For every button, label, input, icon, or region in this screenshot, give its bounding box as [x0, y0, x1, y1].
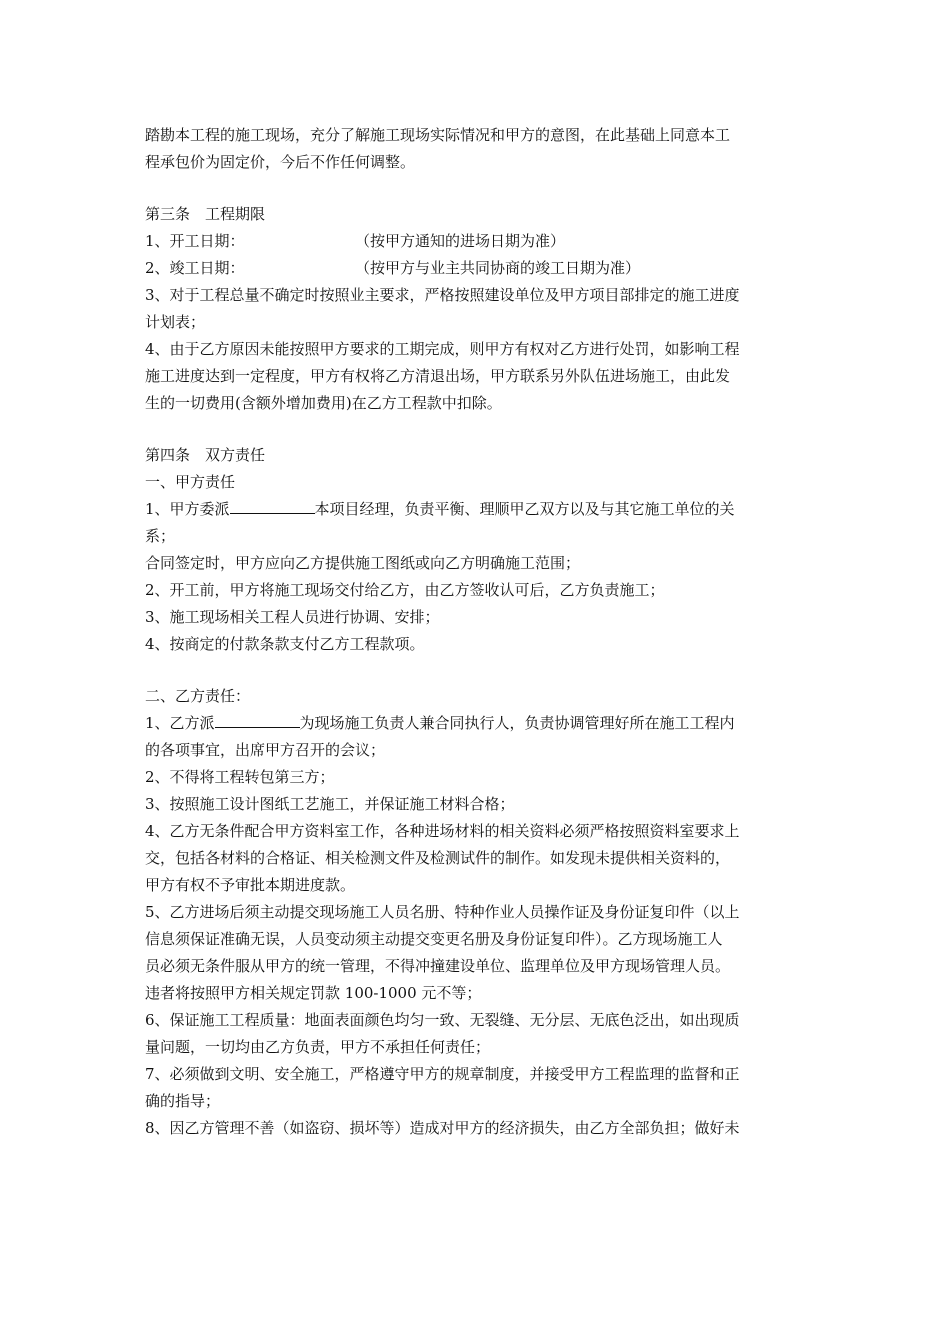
start-date-line [145, 228, 810, 255]
end-date-line [145, 255, 810, 282]
party-b-item1-line-1 [145, 710, 810, 737]
party-b-item2: 2、不得将工程转包第三方； [145, 768, 335, 786]
party-a-item4: 4、按商定的付款条款支付乙方工程款项。 [145, 635, 425, 653]
party-a-heading: 一、甲方责任 [145, 473, 236, 491]
party-b-item5-line-1: 5、乙方进场后须主动提交现场施工人员名册、特种作业人员操作证及身份证复印件（以上 [145, 903, 740, 921]
section3-heading: 第三条 工程期限 [145, 205, 266, 223]
party-b-item5-line-3: 员必须无条件服从甲方的统一管理，不得冲撞建设单位、监理单位及甲方现场管理人员。 [145, 957, 731, 975]
party-b-item3: 3、按照施工设计图纸工艺施工，并保证施工材料合格； [145, 795, 515, 813]
party-a-item1-line-2: 系； [145, 527, 176, 545]
start-date-value: （按甲方通知的进场日期为准） [355, 232, 566, 250]
manager-name-blank[interactable] [230, 497, 315, 514]
party-b-item4-line-2: 交，包括各材料的合格证、相关检测文件及检测试件的制作。如发现未提供相关资料的， [145, 849, 731, 867]
sec3-item3-line-2: 计划表； [145, 313, 206, 331]
party-b-item1-post: 为现场施工负责人兼合同执行人，负责协调管理好所在施工工程内 [299, 714, 735, 732]
party-b-item7-line-1: 7、必须做到文明、安全施工，严格遵守甲方的规章制度，并接受甲方工程监理的监督和正 [145, 1065, 740, 1083]
party-b-item4-line-1: 4、乙方无条件配合甲方资料室工作，各种进场材料的相关资料必须严格按照资料室要求上 [145, 822, 740, 840]
intro-line-2: 程承包价为固定价，今后不作任何调整。 [145, 153, 416, 171]
sec3-item4-line-3: 生的一切费用(含额外增加费用)在乙方工程款中扣除。 [145, 394, 502, 412]
party-a-item1-pre: 1、甲方委派 [145, 500, 230, 518]
party-b-item8-line-1: 8、因乙方管理不善（如盗窃、损坏等）造成对甲方的经济损失，由乙方全部负担；做好未 [145, 1119, 740, 1137]
section4-heading: 第四条 双方责任 [145, 446, 266, 464]
party-a-item1-line-1 [145, 496, 810, 523]
sec3-item4-line-2: 施工进度达到一定程度，甲方有权将乙方清退出场，甲方联系另外队伍进场施工，由此发 [145, 367, 731, 385]
party-b-heading: 二、乙方责任： [145, 687, 251, 705]
sec3-item4-line-1: 4、由于乙方原因未能按照甲方要求的工期完成，则甲方有权对乙方进行处罚，如影响工程 [145, 340, 740, 358]
sec3-item3-line-1: 3、对于工程总量不确定时按照业主要求，严格按照建设单位及甲方项目部排定的施工进度 [145, 286, 740, 304]
spacer [145, 176, 810, 201]
party-a-item1-post: 本项目经理，负责平衡、理顺甲乙双方以及与其它施工单位的关 [314, 500, 735, 518]
party-b-item1-pre: 1、乙方派 [145, 714, 215, 732]
spacer [145, 658, 810, 683]
party-b-item6-line-2: 量问题，一切均由乙方负责，甲方不承担任何责任； [145, 1038, 491, 1056]
party-b-item7-line-2: 确的指导； [145, 1092, 221, 1110]
party-b-item6-line-1: 6、保证施工工程质量：地面表面颜色均匀一致、无裂缝、无分层、无底色泛出，如出现质 [145, 1011, 740, 1029]
party-b-item1-line-2: 的各项事宜，出席甲方召开的会议； [145, 741, 386, 759]
party-b-item5-line-2: 信息须保证准确无误，人员变动须主动提交变更名册及身份证复印件）。乙方现场施工人 [145, 930, 723, 948]
party-b-item4-line-3: 甲方有权不予审批本期进度款。 [145, 876, 356, 894]
party-a-contract-line: 合同签定时，甲方应向乙方提供施工图纸或向乙方明确施工范围； [145, 554, 581, 572]
end-date-value: （按甲方与业主共同协商的竣工日期为准） [355, 259, 641, 277]
party-a-item3: 3、施工现场相关工程人员进行协调、安排； [145, 608, 440, 626]
start-date-label: 1、开工日期： [145, 232, 245, 250]
document-body [145, 122, 810, 1142]
intro-line-1: 踏勘本工程的施工现场，充分了解施工现场实际情况和甲方的意图，在此基础上同意本工 [145, 126, 731, 144]
spacer [145, 417, 810, 442]
end-date-label: 2、竣工日期： [145, 259, 245, 277]
party-a-item2: 2、开工前，甲方将施工现场交付给乙方，由乙方签收认可后，乙方负责施工； [145, 581, 665, 599]
site-lead-name-blank[interactable] [215, 711, 300, 728]
party-b-item5-line-4: 违者将按照甲方相关规定罚款 100-1000 元不等； [145, 984, 482, 1002]
